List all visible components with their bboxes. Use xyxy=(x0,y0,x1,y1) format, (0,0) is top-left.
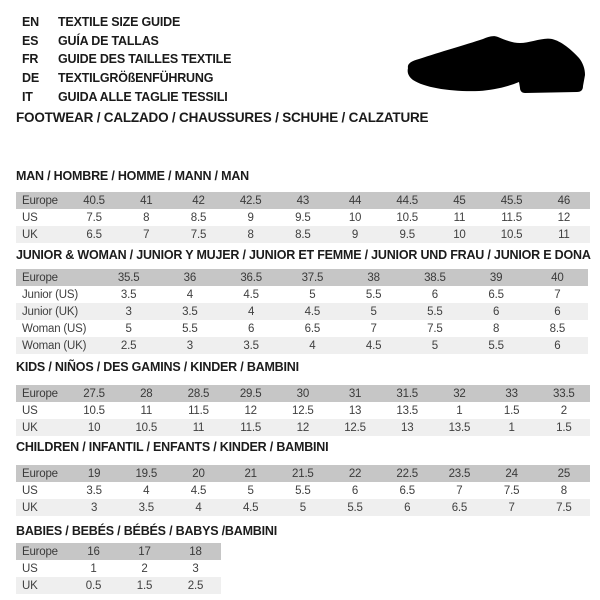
row-label: Junior (US) xyxy=(16,286,98,303)
size-cell: 45 xyxy=(433,192,485,209)
size-cell: 3.5 xyxy=(120,499,172,516)
size-cell: 4 xyxy=(172,499,224,516)
size-row-junior-us- xyxy=(16,286,588,303)
size-cell: 7 xyxy=(486,499,538,516)
size-cell: 10 xyxy=(329,209,381,226)
size-cell: 5.5 xyxy=(466,337,527,354)
size-cell: 10.5 xyxy=(486,226,538,243)
size-cell: 43 xyxy=(277,192,329,209)
row-label: US xyxy=(16,482,68,499)
size-cell: 41 xyxy=(120,192,172,209)
size-row-uk xyxy=(16,419,590,436)
dress-shoe-icon xyxy=(395,30,590,102)
size-cell: 31 xyxy=(329,385,381,402)
size-cell: 10.5 xyxy=(120,419,172,436)
row-label: UK xyxy=(16,499,68,516)
language-row xyxy=(22,50,231,69)
size-cell: 4 xyxy=(221,303,282,320)
size-cell: 13.5 xyxy=(433,419,485,436)
size-cell: 31.5 xyxy=(381,385,433,402)
size-cell: 13.5 xyxy=(381,402,433,419)
size-cell: 42.5 xyxy=(225,192,277,209)
size-cell: 7.5 xyxy=(172,226,224,243)
size-cell: 6.5 xyxy=(433,499,485,516)
size-cell: 8 xyxy=(466,320,527,337)
language-title: GUIDA ALLE TAGLIE TESSILI xyxy=(58,89,228,104)
size-cell: 1.5 xyxy=(538,419,590,436)
size-cell: 9 xyxy=(225,209,277,226)
language-code: EN xyxy=(22,15,39,29)
size-table-children xyxy=(16,465,590,516)
size-cell: 4.5 xyxy=(221,286,282,303)
size-table-junior-woman xyxy=(16,269,588,354)
size-cell: 29.5 xyxy=(225,385,277,402)
size-cell: 35.5 xyxy=(98,269,159,286)
size-cell: 16 xyxy=(68,543,119,560)
size-cell: 2.5 xyxy=(98,337,159,354)
language-code: IT xyxy=(22,89,33,104)
size-cell: 2 xyxy=(538,402,590,419)
size-cell: 5.5 xyxy=(343,286,404,303)
size-cell: 5 xyxy=(343,303,404,320)
size-cell: 5.5 xyxy=(159,320,220,337)
size-cell: 5 xyxy=(282,286,343,303)
size-cell: 22 xyxy=(329,465,381,482)
language-row xyxy=(22,88,231,107)
size-cell: 17 xyxy=(119,543,170,560)
size-cell: 36.5 xyxy=(221,269,282,286)
section-title-man: MAN / HOMBRE / HOMME / MANN / MAN xyxy=(16,169,249,183)
language-row xyxy=(22,32,231,51)
size-row-europe xyxy=(16,385,590,402)
size-cell: 10.5 xyxy=(381,209,433,226)
size-cell: 4.5 xyxy=(225,499,277,516)
size-cell: 3.5 xyxy=(68,482,120,499)
size-cell: 4 xyxy=(282,337,343,354)
size-cell: 42 xyxy=(172,192,224,209)
size-cell: 7.5 xyxy=(68,209,120,226)
size-cell: 3 xyxy=(170,560,221,577)
language-row xyxy=(22,69,231,88)
size-cell: 24 xyxy=(486,465,538,482)
size-cell: 11.5 xyxy=(172,402,224,419)
size-cell: 39 xyxy=(466,269,527,286)
size-cell: 7.5 xyxy=(538,499,590,516)
size-cell: 40 xyxy=(527,269,588,286)
size-cell: 10 xyxy=(68,419,120,436)
size-row-europe xyxy=(16,543,221,560)
size-cell: 0.5 xyxy=(68,577,119,594)
size-cell: 8.5 xyxy=(277,226,329,243)
language-title: GUIDE DES TAILLES TEXTILE xyxy=(58,52,232,67)
size-cell: 6.5 xyxy=(466,286,527,303)
row-label: Europe xyxy=(16,543,68,560)
size-cell: 1.5 xyxy=(486,402,538,419)
size-cell: 6 xyxy=(466,303,527,320)
size-cell: 5.5 xyxy=(404,303,465,320)
size-cell: 11 xyxy=(433,209,485,226)
size-row-us xyxy=(16,209,590,226)
size-row-uk xyxy=(16,577,221,594)
size-cell: 1 xyxy=(68,560,119,577)
size-cell: 11 xyxy=(538,226,590,243)
size-cell: 23.5 xyxy=(433,465,485,482)
row-label: Europe xyxy=(16,269,98,286)
size-cell: 21 xyxy=(225,465,277,482)
language-code: DE xyxy=(22,71,39,86)
size-cell: 44 xyxy=(329,192,381,209)
size-cell: 5 xyxy=(404,337,465,354)
size-cell: 38.5 xyxy=(404,269,465,286)
size-cell: 7.5 xyxy=(404,320,465,337)
row-label: Junior (UK) xyxy=(16,303,98,320)
size-cell: 2 xyxy=(119,560,170,577)
size-cell: 11.5 xyxy=(486,209,538,226)
size-cell: 7 xyxy=(120,226,172,243)
size-cell: 36 xyxy=(159,269,220,286)
row-label: US xyxy=(16,560,68,577)
row-label: Europe xyxy=(16,465,68,482)
size-cell: 6 xyxy=(404,286,465,303)
size-cell: 11 xyxy=(120,402,172,419)
size-cell: 4.5 xyxy=(282,303,343,320)
size-table-babies xyxy=(16,543,221,594)
size-row-woman-us- xyxy=(16,320,588,337)
size-cell: 6 xyxy=(527,303,588,320)
size-cell: 12 xyxy=(225,402,277,419)
size-cell: 8 xyxy=(538,482,590,499)
size-cell: 37.5 xyxy=(282,269,343,286)
section-title-junior-woman: JUNIOR & WOMAN / JUNIOR Y MUJER / JUNIOR ET FEMME / JUNIOR UND FRAU / JUNIOR E DONA xyxy=(16,248,591,262)
row-label: US xyxy=(16,402,68,419)
size-cell: 6.5 xyxy=(381,482,433,499)
row-label: UK xyxy=(16,226,68,243)
size-cell: 21.5 xyxy=(277,465,329,482)
size-cell: 10 xyxy=(433,226,485,243)
size-cell: 3.5 xyxy=(159,303,220,320)
size-cell: 4.5 xyxy=(343,337,404,354)
size-cell: 19.5 xyxy=(120,465,172,482)
size-cell: 4.5 xyxy=(172,482,224,499)
size-cell: 3 xyxy=(159,337,220,354)
size-cell: 13 xyxy=(329,402,381,419)
language-title: TEXTILGRÖßENFÜHRUNG xyxy=(58,71,214,86)
size-row-junior-uk- xyxy=(16,303,588,320)
size-cell: 28 xyxy=(120,385,172,402)
language-code: ES xyxy=(22,33,39,48)
size-cell: 7 xyxy=(433,482,485,499)
size-cell: 5 xyxy=(225,482,277,499)
language-title-block xyxy=(22,13,231,107)
size-cell: 12 xyxy=(277,419,329,436)
size-cell: 20 xyxy=(172,465,224,482)
size-cell: 3.5 xyxy=(98,286,159,303)
size-cell: 8 xyxy=(120,209,172,226)
size-cell: 28.5 xyxy=(172,385,224,402)
size-table-kids xyxy=(16,385,590,436)
size-cell: 9 xyxy=(329,226,381,243)
size-row-us xyxy=(16,482,590,499)
size-cell: 18 xyxy=(170,543,221,560)
size-cell: 2.5 xyxy=(170,577,221,594)
size-cell: 4 xyxy=(159,286,220,303)
size-cell: 6 xyxy=(527,337,588,354)
size-cell: 32 xyxy=(433,385,485,402)
size-row-europe xyxy=(16,465,590,482)
size-cell: 10.5 xyxy=(68,402,120,419)
row-label: US xyxy=(16,209,68,226)
section-title-kids: KIDS / NIÑOS / DES GAMINS / KINDER / BAMBINI xyxy=(16,360,299,374)
size-row-uk xyxy=(16,499,590,516)
size-cell: 13 xyxy=(381,419,433,436)
size-row-europe xyxy=(16,192,590,209)
size-cell: 19 xyxy=(68,465,120,482)
language-row xyxy=(22,13,231,32)
size-cell: 3 xyxy=(98,303,159,320)
size-cell: 6 xyxy=(329,482,381,499)
row-label: Woman (US) xyxy=(16,320,98,337)
size-cell: 45.5 xyxy=(486,192,538,209)
size-cell: 5.5 xyxy=(329,499,381,516)
row-label: Woman (UK) xyxy=(16,337,98,354)
size-cell: 8 xyxy=(225,226,277,243)
size-cell: 27.5 xyxy=(68,385,120,402)
size-cell: 3 xyxy=(68,499,120,516)
language-code: FR xyxy=(22,52,39,67)
size-row-us xyxy=(16,402,590,419)
size-cell: 7 xyxy=(343,320,404,337)
size-cell: 6 xyxy=(221,320,282,337)
category-heading: FOOTWEAR / CALZADO / CHAUSSURES / SCHUHE / CALZATURE xyxy=(16,110,429,125)
size-cell: 33 xyxy=(486,385,538,402)
size-cell: 5 xyxy=(277,499,329,516)
size-cell: 33.5 xyxy=(538,385,590,402)
size-row-europe xyxy=(16,269,588,286)
size-cell: 1.5 xyxy=(119,577,170,594)
language-title: TEXTILE SIZE GUIDE xyxy=(58,15,181,29)
size-cell: 12 xyxy=(538,209,590,226)
size-cell: 7 xyxy=(527,286,588,303)
section-title-babies: BABIES / BEBÉS / BÉBÉS / BABYS /BAMBINI xyxy=(16,524,277,538)
size-cell: 1 xyxy=(433,402,485,419)
size-cell: 11 xyxy=(172,419,224,436)
size-cell: 9.5 xyxy=(381,226,433,243)
size-cell: 8.5 xyxy=(527,320,588,337)
row-label: UK xyxy=(16,577,68,594)
row-label: Europe xyxy=(16,192,68,209)
size-row-uk xyxy=(16,226,590,243)
language-title: GUÍA DE TALLAS xyxy=(58,33,159,48)
size-cell: 22.5 xyxy=(381,465,433,482)
size-cell: 30 xyxy=(277,385,329,402)
size-cell: 6 xyxy=(381,499,433,516)
size-table-man xyxy=(16,192,590,243)
size-cell: 38 xyxy=(343,269,404,286)
size-cell: 6.5 xyxy=(282,320,343,337)
size-cell: 4 xyxy=(120,482,172,499)
size-cell: 5.5 xyxy=(277,482,329,499)
size-cell: 9.5 xyxy=(277,209,329,226)
size-cell: 44.5 xyxy=(381,192,433,209)
size-cell: 40.5 xyxy=(68,192,120,209)
size-cell: 5 xyxy=(98,320,159,337)
row-label: Europe xyxy=(16,385,68,402)
size-cell: 46 xyxy=(538,192,590,209)
row-label: UK xyxy=(16,419,68,436)
size-row-woman-uk- xyxy=(16,337,588,354)
size-cell: 25 xyxy=(538,465,590,482)
size-cell: 12.5 xyxy=(329,419,381,436)
size-cell: 11.5 xyxy=(225,419,277,436)
size-cell: 12.5 xyxy=(277,402,329,419)
size-cell: 3.5 xyxy=(221,337,282,354)
size-cell: 6.5 xyxy=(68,226,120,243)
size-cell: 7.5 xyxy=(486,482,538,499)
size-row-us xyxy=(16,560,221,577)
size-cell: 1 xyxy=(486,419,538,436)
size-cell: 8.5 xyxy=(172,209,224,226)
section-title-children: CHILDREN / INFANTIL / ENFANTS / KINDER / BAMBINI xyxy=(16,440,329,454)
